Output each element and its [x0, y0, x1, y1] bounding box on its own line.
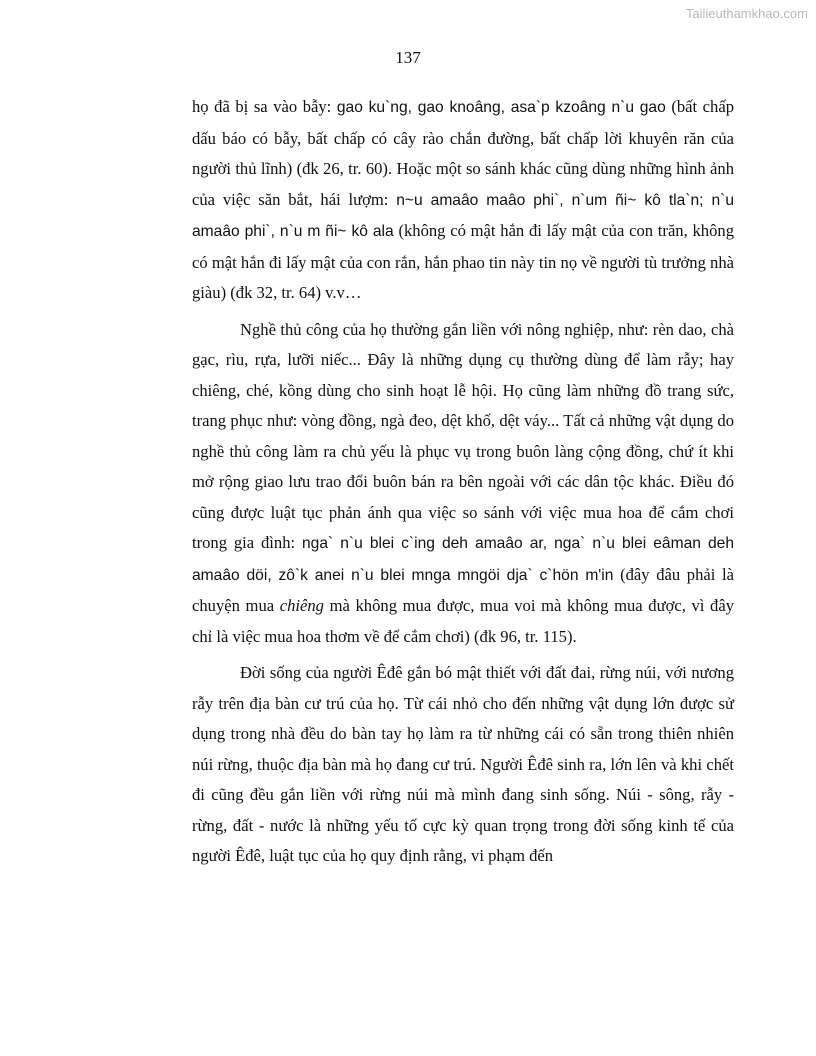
text-run: (đây đâu phải là chuyện mua — [192, 564, 734, 615]
ede-quote: n~u amaâo maâo phi`, n`um ñi~ kô tla`n; n`u amaâo phi`, n`u m ñi~ kô ala — [192, 191, 735, 240]
text-run: (bất chấp dấu báo có bẫy, bất chấp có cây rào chắn đường, bất chấp lời khuyên răn của người thủ lĩnh) (đk 26, tr. 60). Hoặc một so sánh khác cũng dùng những hình ảnh của việc săn bắt, hái lượm: — [192, 97, 735, 209]
paragraph-1 — [192, 92, 734, 309]
watermark-text: Tailieuthamkhao.com — [685, 6, 808, 21]
paragraph-2 — [192, 315, 734, 653]
text-run: (không có mật hắn đi lấy mật của con trăn, không có mật hắn đi lấy mật của con rắn, hắn phao tin này tin nọ về người tù trưởng nhà giàu) (đk 32, tr. 64) v.v… — [192, 221, 734, 302]
text-run: Nghề thủ công của họ thường gắn liền với nông nghiệp, như: rèn dao, chà gạc, rìu, rựa, lưỡi niếc... Đây là những dụng cụ thường dùng để làm rẫy; hay chiêng, ché, kồng dùng cho sinh hoạt lễ hội. Họ cũng làm những đồ trang sức, trang phục như: vòng đồng, ngà đeo, dệt khố, dệt váy... Tất cả những vật dụng do nghề thủ công làm ra chủ yếu là phục vụ trong buôn làng cộng đồng, chứ ít khi mở rộng giao lưu trao đổi buôn bán ra bên ngoài với các dân tộc khác. Điều đó cũng được luật tục phản ánh qua việc so sánh với việc mua hoa để cắm chơi trong gia đình: — [192, 319, 734, 552]
ede-quote: nga` n`u blei c`ing deh amaâo ar, nga` n`u blei eâman deh amaâo döi, zô`k anei n`u blei mnga mngöi dja` c`hön m'in — [192, 535, 734, 584]
text-run: mà không mua được, mua voi mà không mua được, vì đây chỉ là việc mua hoa thơm về để cắm chơi) (đk 96, tr. 115). — [192, 596, 734, 646]
page-number: 137 — [395, 48, 421, 67]
text-run: Đời sống của người Êđê gắn bó mật thiết với đất đai, rừng núi, với nương rẫy trên địa bàn cư trú của họ. Từ cái nhỏ cho đến những vật dụng lớn được sử dụng trong nhà đều do bàn tay họ làm ra từ những cái có sẵn trong thiên nhiên núi rừng, thuộc địa bàn mà họ đang cư trú. Người Êđê sinh ra, lớn lên và khi chết đi cũng đều gắn liền với rừng núi mà mình đang sinh sống. Núi - sông, rẫy - rừng, đất - nước là những yếu tố cực kỳ quan trọng trong đời sống kinh tế của người Êđê, luật tục của họ quy định rằng, vi phạm đến — [192, 663, 734, 865]
document-body — [192, 92, 734, 878]
italic-term: chiêng — [279, 596, 324, 615]
paragraph-3 — [192, 658, 734, 872]
ede-quote: gao ku`ng, gao knoâng, asa`p kzoâng n`u gao — [336, 99, 666, 116]
text-run: họ đã bị sa vào bẫy: — [192, 97, 337, 116]
